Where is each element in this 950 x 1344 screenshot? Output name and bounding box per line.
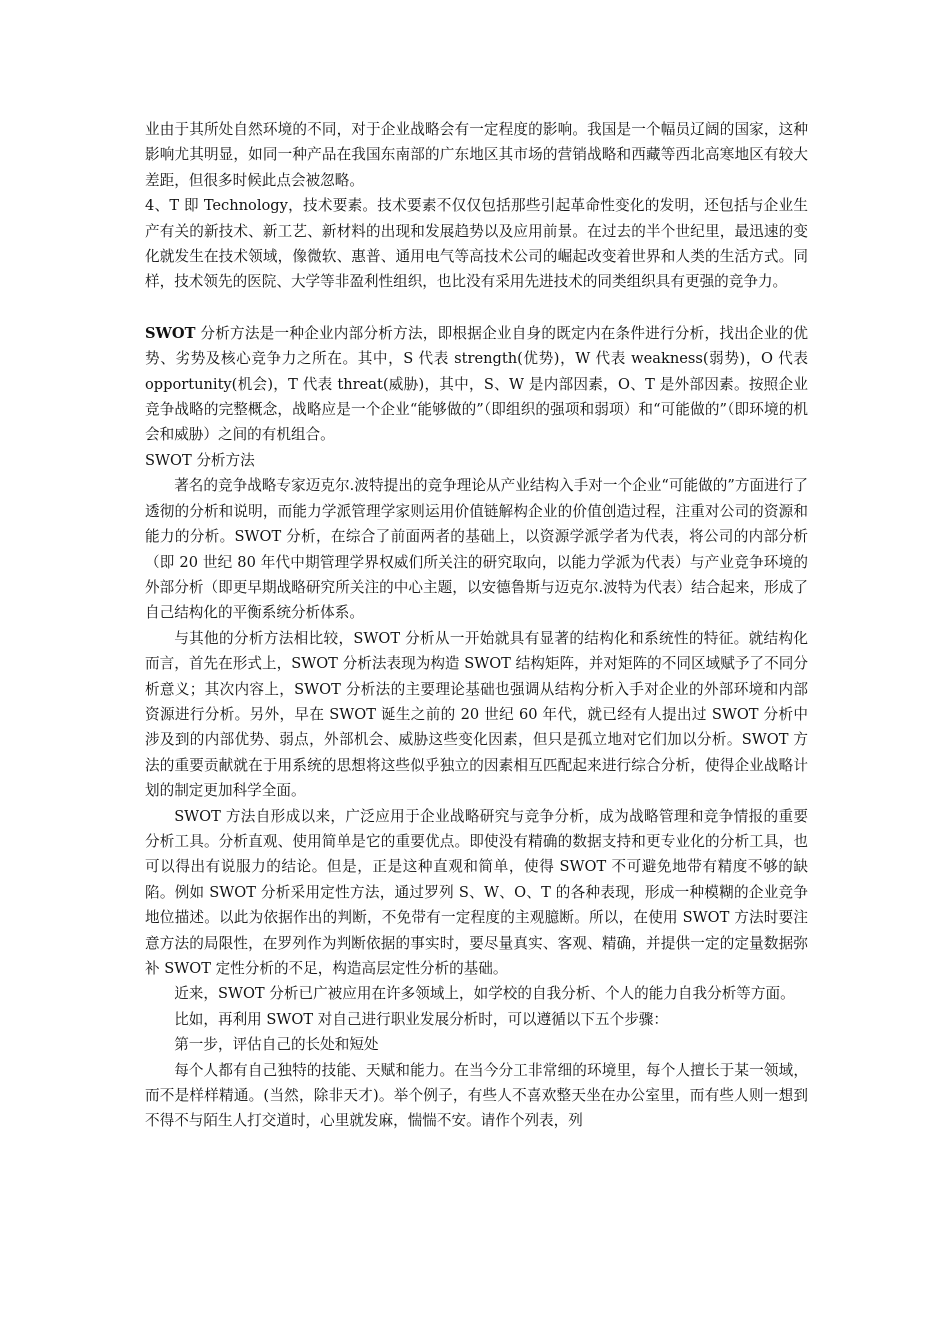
section-heading-swot-method: SWOT 分析方法: [145, 451, 255, 469]
paragraph-spacer: [145, 295, 808, 321]
swot-bold-term: SWOT: [145, 324, 196, 342]
paragraph-porter-theory: 著名的竞争战略专家迈克尔.波特提出的竞争理论从产业结构入手对一个企业“可能做的”方面进行了透彻的分析和说明，而能力学派管理学家则运用价值链解构企业的价值创造过程，注重对公司的资源和能力的分析。SWOT 分析，在综合了前面两者的基础上，以资源学派学者为代表，将公司的内部分析（即 20 世纪 80 年代中期管理学界权威们所关注的研究取向，以能力学派为代表）与产业竞争环境的外部分析（即更早期战略研究所关注的中心主题，以安德鲁斯与迈克尔.波特为代表）结合起来，形成了自己结构化的平衡系统分析体系。: [145, 477, 808, 622]
paragraph-structure-system: 与其他的分析方法相比较，SWOT 分析从一开始就具有显著的结构化和系统性的特征。就结构化而言，首先在形式上，SWOT 分析法表现为构造 SWOT 结构矩阵，并对矩阵的不同区域赋予了不同分析意义；其次内容上，SWOT 分析法的主要理论基础也强调从结构分析入手对企业的外部环境和内部资源进行分析。另外，早在 SWOT 诞生之前的 20 世纪 60 年代，就已经有人提出过 SWOT 分析中涉及到的内部优势、弱点，外部机会、威胁这些变化因素，但只是孤立地对它们加以分析。SWOT 方法的重要贡献就在于用系统的思想将这些似乎独立的因素相互匹配起来进行综合分析，使得企业战略计划的制定更加科学全面。: [145, 629, 808, 800]
paragraph-swot-application: SWOT 方法自形成以来，广泛应用于企业战略研究与竞争分析，成为战略管理和竞争情报的重要分析工具。分析直观、使用简单是它的重要优点。即使没有精确的数据支持和更专业化的分析工具，也可以得出有说服力的结论。但是，正是这种直观和简单，使得 SWOT 不可避免地带有精度不够的缺陷。例如 SWOT 分析采用定性方法，通过罗列 S、W、O、T 的各种表现，形成一种模糊的企业竞争地位描述。以此为依据作出的判断，不免带有一定程度的主观臆断。所以，在使用 SWOT 方法时要注意方法的局限性，在罗列作为判断依据的事实时，要尽量真实、客观、精确，并提供一定的定量数据弥补 SWOT 定性分析的不足，构造高层定性分析的基础。: [145, 807, 808, 977]
paragraph-career-steps: 比如，再利用 SWOT 对自己进行职业发展分析时，可以遵循以下五个步骤：: [174, 1010, 668, 1028]
paragraph-swot-definition: [145, 321, 808, 448]
swot-definition-text: 分析方法是一种企业内部分析方法，即根据企业自身的既定内在条件进行分析，找出企业的优势、劣势及核心竞争力之所在。其中，S 代表 strength(优势)，W 代表 weakness(弱势)，O 代表 opportunity(机会)，T 代表 threat(威胁)，其中，S、W 是内部因素，O、T 是外部因素。按照企业竞争战略的完整概念，战略应是一个企业“能够做的”（即组织的强项和弱项）和“可能做的”（即环境的机会和威胁）之间的有机组合。: [145, 324, 808, 444]
paragraph-recent-use: 近来，SWOT 分析已广被应用在许多领域上，如学校的自我分析、个人的能力自我分析等方面。: [174, 985, 795, 1003]
paragraph-technology-factor: 4、T 即 Technology，技术要素。技术要素不仅仅包括那些引起革命性变化的发明，还包括与企业生产有关的新技术、新工艺、新材料的出现和发展趋势以及应用前景。在过去的半个世纪里，最迅速的变化就发生在技术领域，像微软、惠普、通用电气等高技术公司的崛起改变着世界和人类的生活方式。同样，技术领先的医院、大学等非盈利性组织，也比没有采用先进技术的同类组织具有更强的竞争力。: [145, 197, 808, 291]
document-body: [145, 117, 808, 1134]
paragraph-environment-impact: 业由于其所处自然环境的不同，对于企业战略会有一定程度的影响。我国是一个幅员辽阔的国家，这种影响尤其明显，如同一种产品在我国东南部的广东地区其市场的营销战略和西藏等西北高寒地区有较大差距，但很多时候此点会被忽略。: [145, 121, 808, 189]
paragraph-skills: 每个人都有自己独特的技能、天赋和能力。在当今分工非常细的环境里，每个人擅长于某一领域，而不是样样精通。(当然，除非天才)。举个例子，有些人不喜欢整天坐在办公室里，而有些人则一想到不得不与陌生人打交道时，心里就发麻，惴惴不安。请作个列表，列: [145, 1061, 808, 1130]
paragraph-step-one: 第一步，评估自己的长处和短处: [174, 1036, 379, 1054]
